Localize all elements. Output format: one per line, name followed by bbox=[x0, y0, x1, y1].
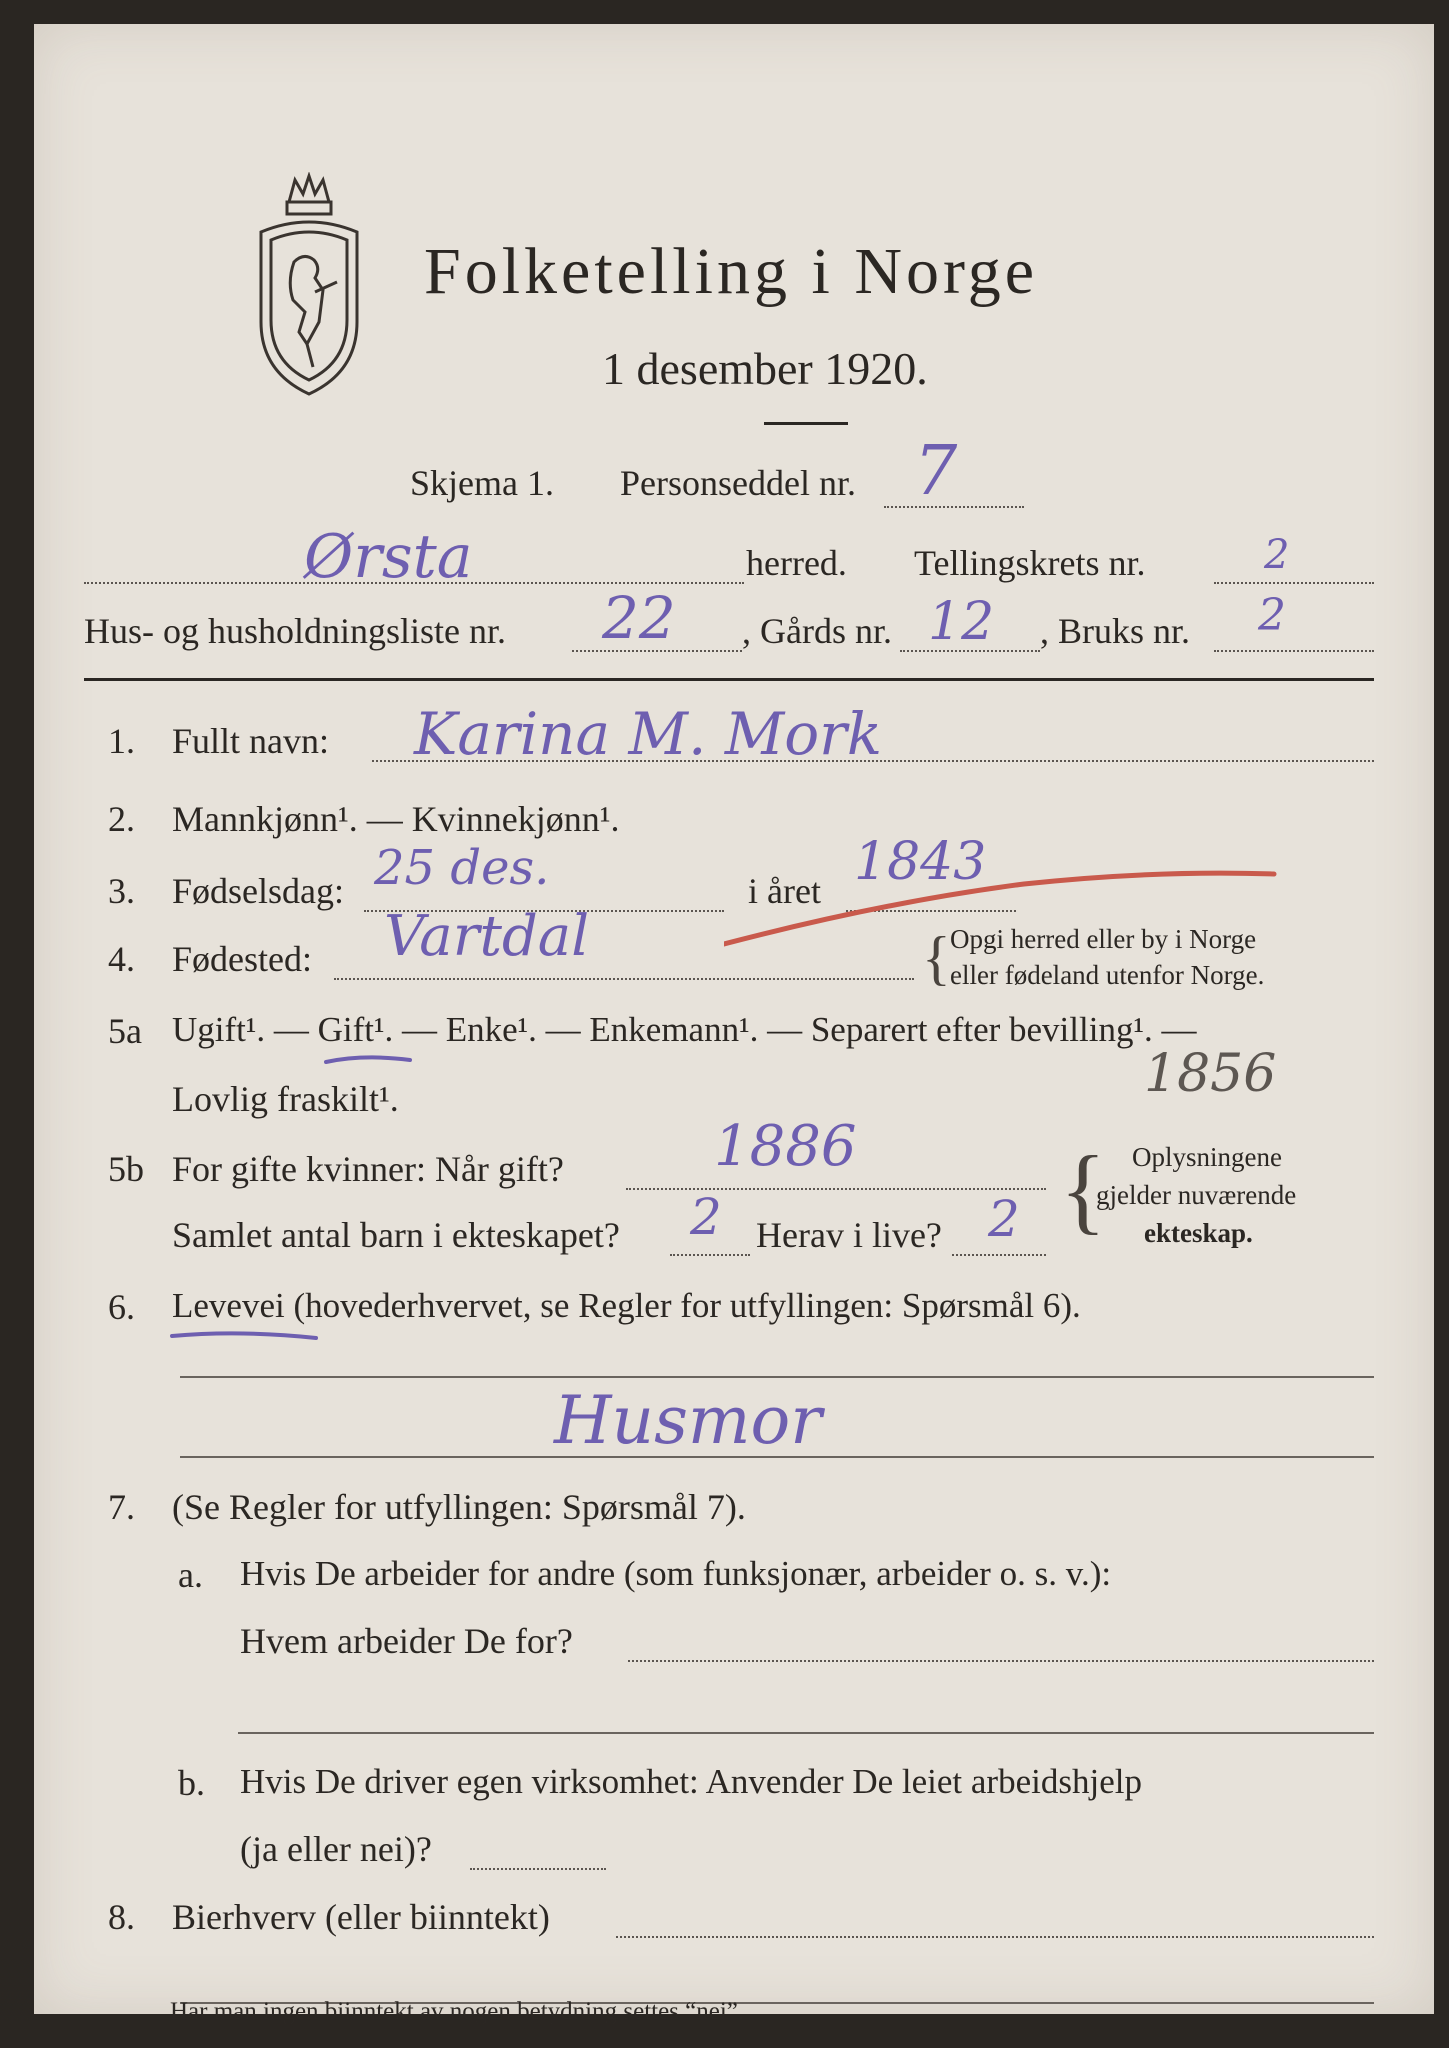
q6-label: Levevei (hovederhvervet, se Regler for utfyllingen: Spørsmål 6). bbox=[172, 1286, 1081, 1325]
q3-birthday[interactable]: 25 des. bbox=[374, 840, 550, 896]
tellingskrets-value[interactable]: 2 bbox=[1264, 532, 1290, 578]
gards-value[interactable]: 12 bbox=[928, 592, 995, 652]
q4-number: 4. bbox=[108, 939, 135, 979]
q3-birth-year[interactable]: 1843 bbox=[854, 832, 987, 892]
q5b-alive-count[interactable]: 2 bbox=[988, 1190, 1020, 1248]
q1-full-name[interactable]: Karina M. Mork bbox=[414, 700, 882, 768]
q8-secondary-income-field[interactable] bbox=[616, 1936, 1374, 1938]
q7b-label: Hvis De driver egen virksomhet: Anvender De leiet arbeidshjelp bbox=[240, 1762, 1142, 1801]
q5b-number: 5b bbox=[108, 1149, 144, 1189]
q2-number: 2. bbox=[108, 799, 135, 839]
q8-number: 8. bbox=[108, 1897, 135, 1937]
q7-number: 7. bbox=[108, 1487, 135, 1527]
census-form-page: Folketelling i Norge 1 desember 1920. Skjema 1. Personseddel nr. 7 Ørsta herred. Tellingskrets nr. 2 Hus- og husholdningsliste nr. 22 , Gårds nr. 12 , Bruks nr. 2 1. Fullt navn: Karina M. Mork 2. Mannkjønn¹. — Kvinnekjønn¹. 3. Fødselsdag: 25 des. i året 1843 4. Fødested: Vartdal { Opgi herred eller by i Norge eller fødeland utenfor Norge. 5a Ugift¹. — Gift¹. — Enke¹. — Enkemann¹. — Separert efter bevilling¹. — Lovlig fraskilt¹. 1856 5b For gifte kvinner: Når gift? 1886 Samlet antal barn i ekteskapet? 2 Herav i live? 2 { Oplysningene gjelder nuværende ekteskap. 6. Levevei (hovederhvervet, se Regler for utfyllingen: Spørsmål 6). Husmor 7. (Se Regler for utfyllingen: Spørsmål 7). a. Hvis De arbeider for andre (som funksjonær, arbeider o. s. v.): Hvem arbeider De for? b. Hvis De driver egen virksomhet: Anvender De leiet arbeidshjelp (ja eller nei)? 8. Bierhverv (eller biinntekt) bbox=[34, 24, 1434, 2014]
q5b-children-count[interactable]: 2 bbox=[690, 1188, 722, 1246]
q7b-label-2: (ja eller nei)? bbox=[240, 1829, 432, 1869]
form-title: Folketelling i Norge bbox=[424, 235, 1039, 308]
q1-number: 1. bbox=[108, 721, 135, 761]
hus-value[interactable]: 22 bbox=[602, 584, 676, 652]
gards-label: , Gårds nr. bbox=[742, 611, 892, 651]
q6-number: 6. bbox=[108, 1287, 135, 1327]
q4-label: Fødested: bbox=[172, 939, 312, 979]
q7b-letter: b. bbox=[178, 1763, 205, 1803]
q5b-marriage-year[interactable]: 1886 bbox=[714, 1114, 857, 1179]
personseddel-label: Personseddel nr. bbox=[620, 463, 856, 503]
q7-label: (Se Regler for utfyllingen: Spørsmål 7). bbox=[172, 1487, 746, 1527]
q4-birthplace[interactable]: Vartdal bbox=[384, 904, 590, 969]
header-rule bbox=[84, 678, 1374, 681]
census-date: 1 desember 1920. bbox=[602, 343, 928, 394]
q5b-note-line-3: ekteskap. bbox=[1144, 1218, 1253, 1248]
hus-label: Hus- og husholdningsliste nr. bbox=[84, 611, 507, 651]
personseddel-value[interactable]: 7 bbox=[914, 432, 958, 511]
tellingskrets-label: Tellingskrets nr. bbox=[914, 543, 1146, 583]
q8-label: Bierhverv (eller biinntekt) bbox=[172, 1897, 550, 1937]
q3-number: 3. bbox=[108, 871, 135, 911]
q2-gender: Mannkjønn¹. — Kvinnekjønn¹. bbox=[172, 799, 620, 839]
q5b-note-line-2: gjelder nuværende bbox=[1096, 1180, 1297, 1210]
bruks-value[interactable]: 2 bbox=[1258, 590, 1286, 641]
q4-note-line-1: Opgi herred eller by i Norge bbox=[950, 924, 1257, 954]
q3-label: Fødselsdag: bbox=[172, 871, 345, 911]
q5a-margin-note: 1856 bbox=[1144, 1044, 1277, 1104]
q5b-children-label: Samlet antal barn i ekteskapet? bbox=[172, 1215, 620, 1255]
q3-year-label: i året bbox=[748, 871, 821, 911]
levevei-underline bbox=[170, 1326, 320, 1346]
q4-note-line-2: eller fødeland utenfor Norge. bbox=[950, 960, 1265, 990]
q7a-label: Hvis De arbeider for andre (som funksjonær, arbeider o. s. v.): bbox=[240, 1554, 1112, 1593]
q5a-marital-status: Ugift¹. — Gift¹. — Enke¹. — Enkemann¹. — Separert efter bevilling¹. — bbox=[172, 1010, 1197, 1049]
q7a-employer-field[interactable] bbox=[628, 1660, 1374, 1662]
q5b-note-line-1: Oplysningene bbox=[1132, 1142, 1282, 1172]
norwegian-coat-of-arms-icon bbox=[249, 172, 369, 402]
title-divider bbox=[764, 422, 848, 425]
q7a-label-2: Hvem arbeider De for? bbox=[240, 1621, 573, 1661]
q5a-marital-status-2: Lovlig fraskilt¹. bbox=[172, 1079, 399, 1119]
q5a-number: 5a bbox=[108, 1011, 142, 1051]
q7a-letter: a. bbox=[178, 1555, 203, 1595]
q5b-alive-label: Herav i live? bbox=[756, 1215, 942, 1255]
gift-underline bbox=[324, 1050, 414, 1070]
q1-label: Fullt navn: bbox=[172, 721, 330, 761]
herred-value[interactable]: Ørsta bbox=[304, 522, 473, 592]
herred-label: herred. bbox=[746, 543, 847, 583]
q7b-answer-field[interactable] bbox=[470, 1868, 606, 1870]
skjema-label: Skjema 1. bbox=[410, 463, 554, 503]
footer-note: Har man ingen biinntekt av nogen betydning settes “nei”. bbox=[170, 1998, 745, 2025]
bruks-label: , Bruks nr. bbox=[1040, 611, 1191, 651]
q6-occupation[interactable]: Husmor bbox=[554, 1382, 822, 1459]
q5b-label: For gifte kvinner: Når gift? bbox=[172, 1149, 564, 1189]
